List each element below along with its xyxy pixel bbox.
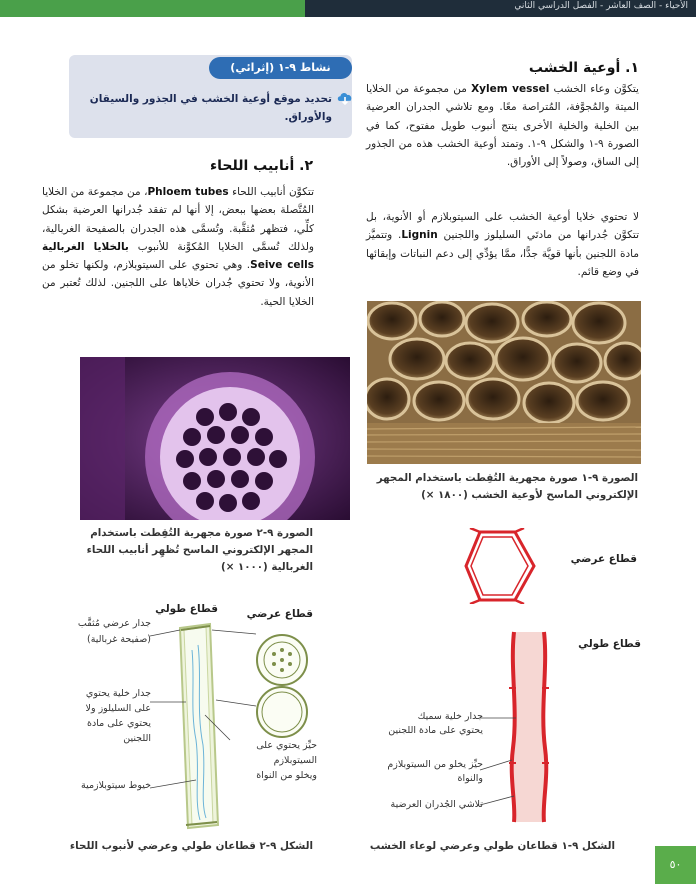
phloem-micrograph-image — [80, 357, 350, 520]
activity-text: تحديد موقع أوعية الخشب في الجذور والسيقان والأوراق. — [89, 93, 332, 123]
xylem-paragraph-2: لا تحتوي خلايا أوعية الخشب على السيتوبلازم أو الأنوية، بل تتكوَّن جُدرانها من مادتَي السليلوز واللجنين Lignin. وتتميَّز مادة اللجنين بأنها قويَّة جدًّا، ممَّا يؤدِّي إلى دعم النباتات وإبقائها في وضع قائم. — [366, 211, 639, 278]
figure-1-caption: الشكل ٩-١ قطاعان طولي وعرضي لوعاء الخشب — [369, 840, 615, 852]
activity-badge: نشاط ٩-١ (إثرائي) — [209, 57, 352, 79]
xylem-micrograph — [367, 301, 641, 464]
phloem-label-cross-section: قطاع عرضي — [246, 608, 313, 620]
xylem-label-cross-section: قطاع عرضي — [570, 553, 637, 565]
phloem-section-title: ٢. أنابيب اللحاء — [210, 158, 313, 174]
page-number: ٥٠ — [655, 846, 696, 884]
xylem-label-vanished-walls: تلاشي الجُدران العرضية — [390, 799, 483, 810]
phloem-label-longitudinal: قطاع طولي — [155, 603, 218, 615]
photo-2-caption: الصورة ٩-٢ صورة مجهرية التُقِطت باستخدام المجهر الإلكتروني الماسح تُظهِر أنابيب اللحاء الغربالية (١٠٠٠ ×) — [86, 527, 313, 573]
figure-2-caption: الشكل ٩-٢ قطاعان طولي وعرضي لأنبوب اللحاء — [69, 840, 313, 852]
running-header: الأحياء - الصف العاشر - الفصل الدراسي الثاني — [514, 1, 688, 11]
xylem-label-empty-space: حيِّز يخلو من السيتوبلازم والنواة — [387, 759, 483, 784]
phloem-micrograph — [80, 357, 350, 520]
xylem-label-thick-wall: جدار خلية سميك يحتوي على مادة اللجنين — [388, 711, 483, 736]
phloem-paragraph: تتكوَّن أنابيب اللحاء Phloem tubes، من مجموعة من الخلايا المُتَّصلة بعضها ببعض، إلا أنها لم تفقد جُدرانها العرضية بشكل كلِّي، فتظهر مُثقَّبة. وتُسمَّى هذه الجدران بالصفيحة الغربالية، ولذلك تُسمَّى الخلايا المُكوَّنة للأنبوب بالخلايا الغربالية Seive cells. وهي تحتوي على السيتوبلازم، ولكنها تخلو من الأنوية، ولا تحتوي جُدران خلاياها على اللجنين. لذلك تُعتبر من الخلايا الحية. — [42, 186, 315, 308]
phloem-label-cell-wall: جدار خلية يحتوي على السليلوز ولا يحتوي على مادة اللجنين — [85, 688, 151, 744]
xylem-cross-section-diagram — [460, 528, 540, 604]
xylem-micrograph-image — [367, 301, 641, 464]
phloem-label-cytoplasm-space: حيِّز يحتوي على السيتوبلازم ويخلو من النواة — [256, 740, 317, 781]
phloem-label-strands: خيوط سيتوبلازمية — [80, 780, 151, 791]
phloem-diagram — [150, 620, 320, 835]
phloem-label-sieve-plate: جدار عرضي مُثقَّب (صفيحة غربالية) — [77, 618, 151, 645]
photo-1-caption: الصورة ٩-١ صورة مجهرية التُقِطت باستخدام المجهر الإلكتروني الماسح لأوعية الخشب (١٨٠٠ ×) — [376, 472, 638, 501]
xylem-paragraph-1: يتكوَّن وعاء الخشب Xylem vessel من مجموعة من الخلايا الميتة والمُجوَّفة، المُتراصة معًا. ومع تلاشي الجدران العرضية بين الخلية والخلية الأخرى ينتج أنبوب طويل مفتوح، كما في الصورة ٩-١ والشكل ٩-١. وتمتد أوعية الخشب هذه من الجذور إلى الساق، وصولاً إلى الأوراق. — [366, 83, 640, 169]
cloud-download-icon — [336, 89, 354, 107]
top-header-accent — [0, 0, 305, 17]
xylem-section-title: ١. أوعية الخشب — [528, 60, 639, 76]
xylem-label-longitudinal: قطاع طولي — [578, 638, 641, 650]
